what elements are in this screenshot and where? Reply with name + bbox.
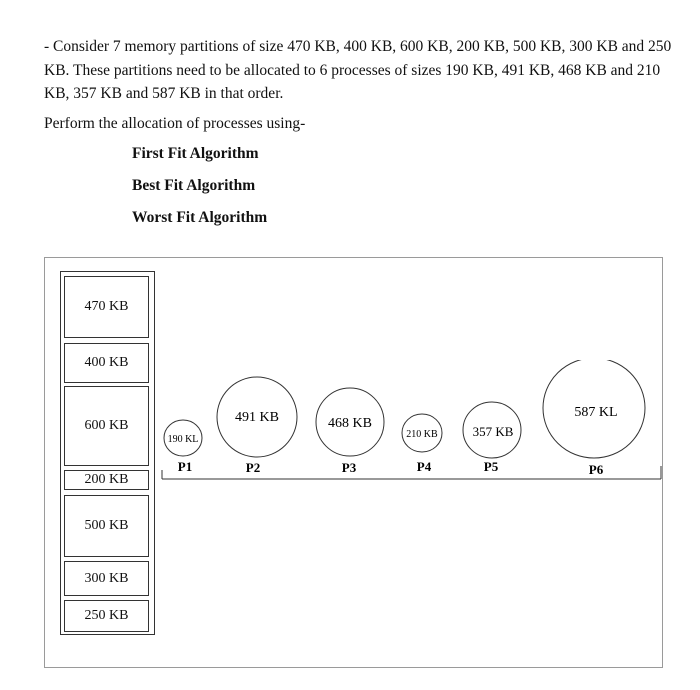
algorithm-best-fit: Best Fit Algorithm [132,177,256,194]
algorithm-first-fit: First Fit Algorithm [132,145,259,162]
process-size-p6: 587 KL [574,405,618,420]
partition-500kb: 500 KB [64,495,149,557]
process-size-p2: 491 KB [235,410,279,425]
process-label-p4: P4 [416,459,432,474]
process-queue [160,360,665,485]
algorithm-worst-fit: Worst Fit Algorithm [132,209,268,226]
process-size-p5: 357 KB [472,424,514,439]
process-size-p1: 190 KL [167,434,199,445]
process-label-p3: P3 [341,460,357,475]
process-label-p5: P5 [483,459,499,474]
partition-250kb: 250 KB [64,600,149,632]
process-label-p2: P2 [245,460,261,475]
process-label-p6: P6 [588,462,604,477]
process-label-p1: P1 [177,459,193,474]
partition-200kb: 200 KB [64,470,149,490]
process-size-p4: 210 KB [406,429,438,440]
partition-470kb: 470 KB [64,276,149,338]
partition-600kb: 600 KB [64,386,149,466]
partition-300kb: 300 KB [64,561,149,596]
question-text: - Consider 7 memory partitions of size 470 KB, 400 KB, 600 KB, 200 KB, 500 KB, 300 KB and 250 KB. These partitions need to be allocated to 6 processes of sizes 190 KB, 491 KB, 468 KB and 210 KB, 357 KB and 587 KB in that order. [44,38,672,102]
process-size-p3: 468 KB [328,416,372,431]
instruction-text: Perform the allocation of processes using- [44,115,306,132]
partition-400kb: 400 KB [64,343,149,383]
